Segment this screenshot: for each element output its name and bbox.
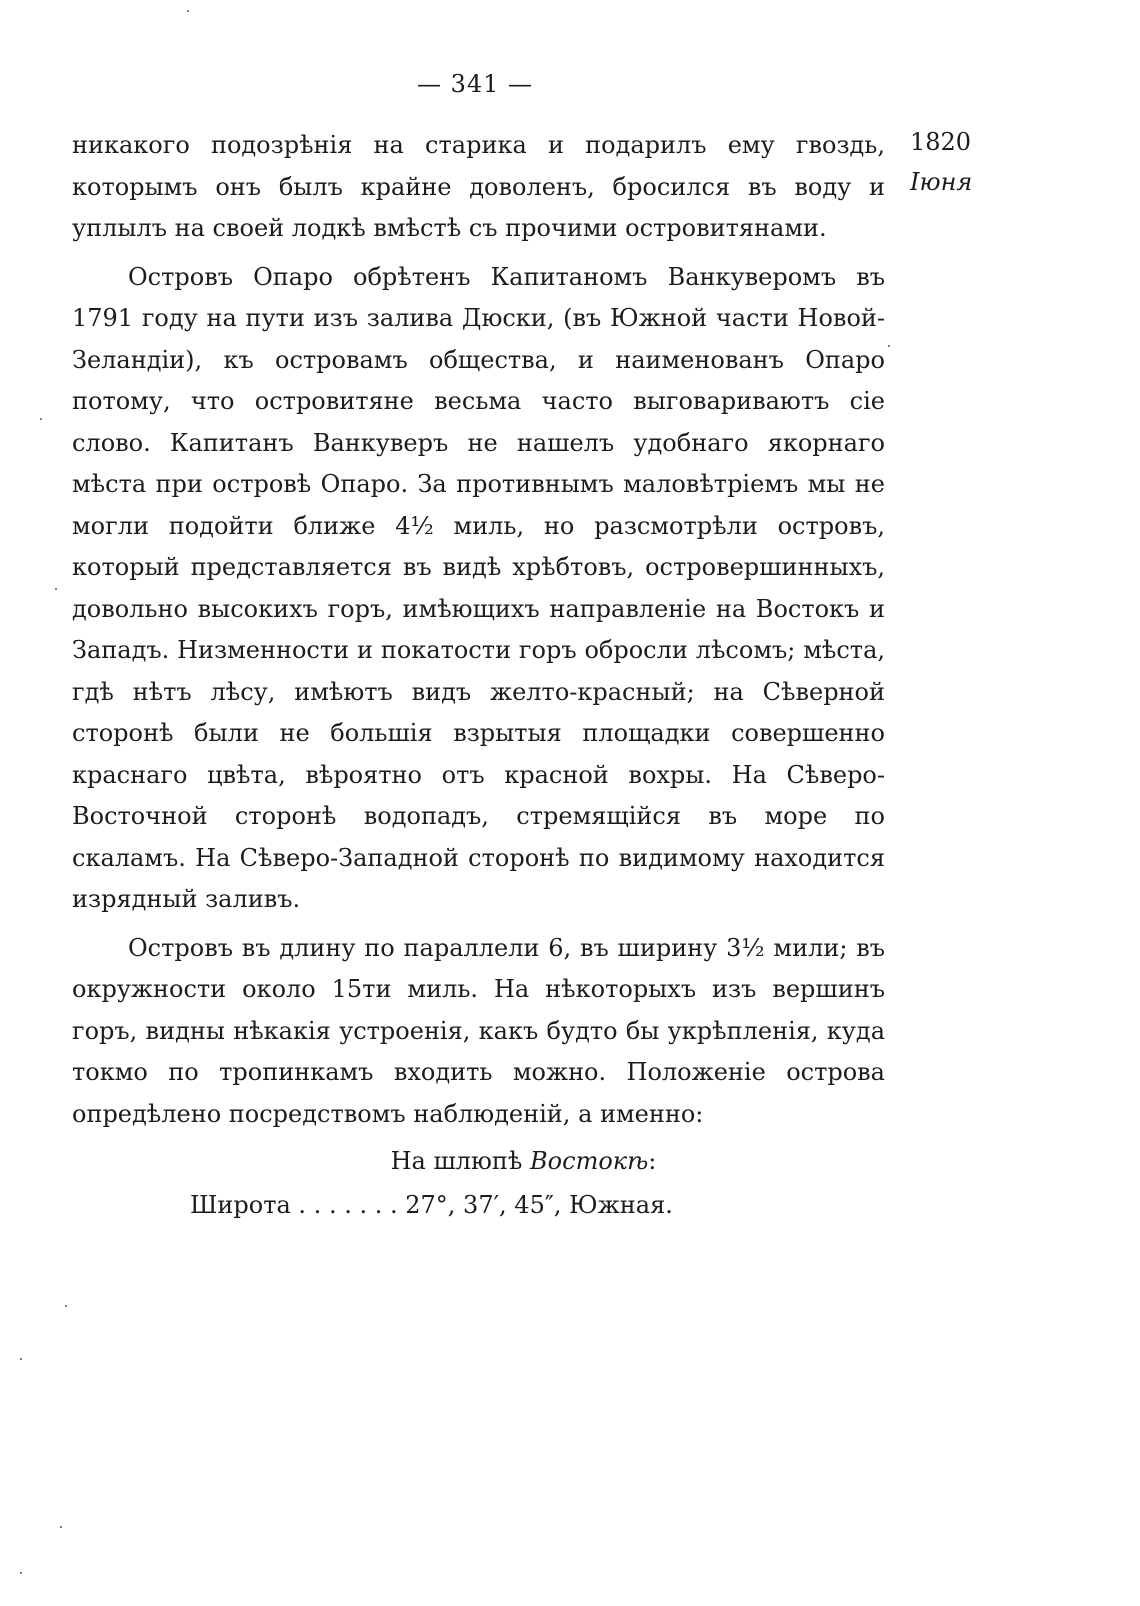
ship-heading-suffix: : [648, 1147, 657, 1175]
margin-month: Іюня [910, 168, 973, 196]
page-number: — 341 — [416, 70, 534, 98]
latitude-leader: . . . . . . . [298, 1190, 398, 1219]
margin-year: 1820 [910, 128, 972, 156]
latitude-value: 27°, 37′, 45″, Южная. [405, 1190, 673, 1219]
latitude-row [190, 1185, 885, 1227]
body-text [72, 125, 885, 1226]
paragraph-2: Островъ Опаро обрѣтенъ Капитаномъ Ванкуверомъ въ 1791 году на пути изъ залива Дюски, (въ Южной части Новой-Зеландіи), къ островамъ общества, и наименованъ Опаро потому, что островитяне весьма часто выговариваютъ сіе слово. Капитанъ Ванкуверъ не нашелъ удобнаго якорнаго мѣста при островѣ Опаро. За противнымъ маловѣтріемъ мы не могли подойти ближе 4½ миль, но разсмотрѣли островъ, который представляется въ видѣ хрѣбтовъ, островершинныхъ, довольно высокихъ горъ, имѣющихъ направленіе на Востокъ и Западъ. Низменности и покатости горъ обросли лѣсомъ; мѣста, гдѣ нѣтъ лѣсу, имѣютъ видъ желто-красный; на Сѣверной сторонѣ были не большія взрытыя площадки совершенно краснаго цвѣта, вѣроятно отъ красной вохры. На Сѣверо-Восточной сторонѣ водопадъ, стремящійся въ море по скаламъ. На Сѣверо-Западной сторонѣ по видимому находится изрядный заливъ. [72, 262, 885, 913]
paragraph-1: никакого подозрѣнія на старика и подарилъ ему гвоздь, которымъ онъ былъ крайне доволенъ, бросился въ воду и уплылъ на своей лодкѣ вмѣстѣ съ прочими островитянами. [72, 131, 885, 242]
paragraph-3: Островъ въ длину по параллели 6, въ ширину 3½ мили; въ окружности около 15ти миль. На нѣкоторыхъ изъ вершинъ горъ, видны нѣкакія устроенія, какъ будто бы укрѣпленія, куда токмо по тропинкамъ входить можно. Положеніе острова опредѣлено посредствомъ наблюденій, а именно: [72, 933, 885, 1128]
ship-heading [72, 1141, 885, 1183]
ship-heading-prefix: На шлюпѣ [390, 1147, 523, 1175]
latitude-label: Широта [190, 1190, 291, 1219]
ship-name: Востокѣ [530, 1147, 649, 1175]
